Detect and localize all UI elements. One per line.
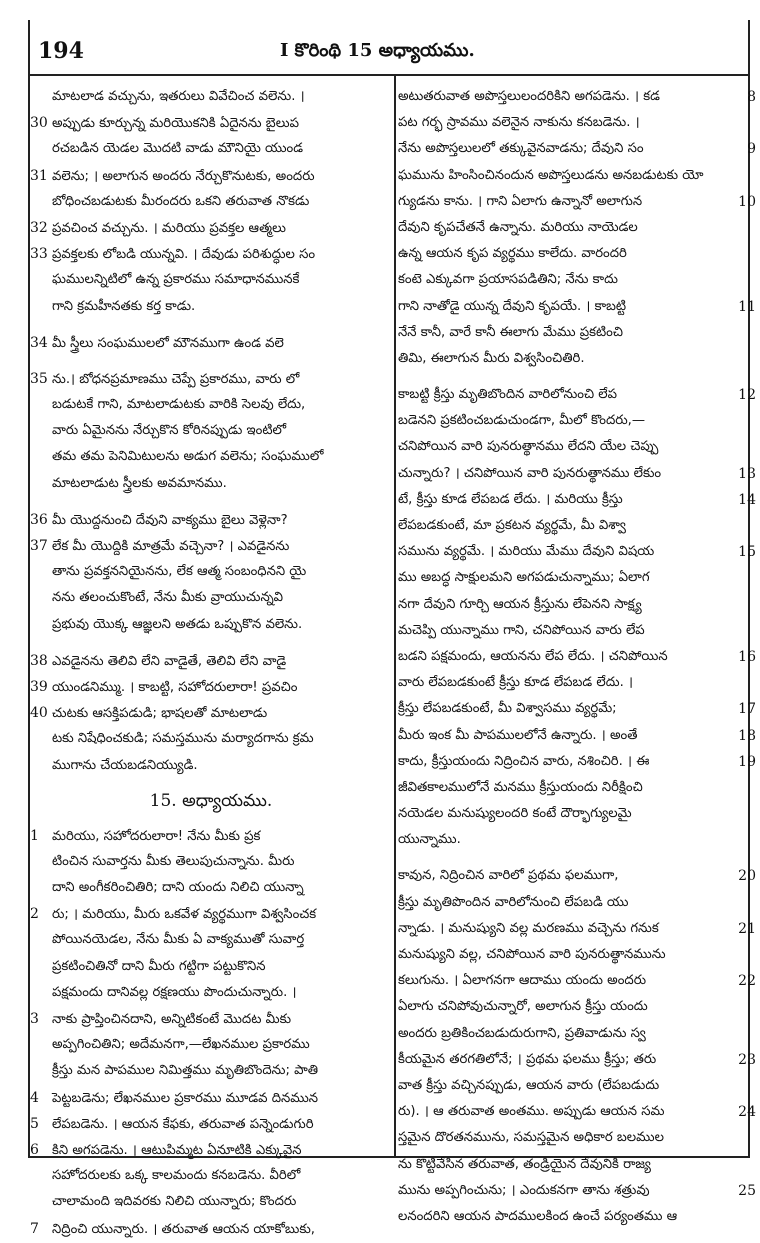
line-text: మచెప్పి యున్నాము గాని, చనిపోయిన వారు లేప xyxy=(398,622,645,638)
text-line xyxy=(398,565,748,591)
text-line xyxy=(398,513,748,539)
line-text: సహోదరులకు ఒక్క కాలమందు కనబడెను. వీరిలో xyxy=(52,1168,301,1184)
verse-number: 7 xyxy=(30,1220,39,1237)
line-text: ఘమును హింసించినందున అపొస్తలుడను అనబడుటకు యో xyxy=(398,167,704,183)
verse-number: 21 xyxy=(738,920,756,937)
text-line xyxy=(30,392,392,418)
text-line xyxy=(398,670,748,696)
text-line xyxy=(398,320,748,346)
line-text: పోయినయెడల, నేను మీకు ఏ వాక్యముతో సువార్త xyxy=(52,932,305,948)
text-line xyxy=(30,901,392,927)
text-line xyxy=(398,618,748,644)
line-text: చాలామంది ఇదివరకు నిలిచి యున్నారు; కొందరు xyxy=(52,1194,297,1210)
left-column xyxy=(30,84,392,1242)
line-text: కంటె ఎక్కువగా ప్రయాసపడితిని; నేను కాదు xyxy=(398,272,618,288)
verse-number: 31 xyxy=(30,167,48,184)
text-line xyxy=(398,84,756,110)
text-line xyxy=(398,1099,756,1125)
line-text: ము అబద్ధ సాక్షులమని అగపడుచున్నాము; ఏలాగ xyxy=(398,570,650,586)
verse-number: 8 xyxy=(747,89,756,105)
verse-number: 17 xyxy=(738,701,756,718)
paragraph-gap xyxy=(30,497,392,507)
line-text: మరియు, సహోదరులారా! నేను మీకు ప్రక xyxy=(52,828,261,844)
line-text: అప్పుడు కూర్చున్న మరియొకనికి ఏదైనను బైలుప xyxy=(52,116,299,132)
line-text: నేను అపొస్తలులలో తక్కువైనవాడను; దేవుని సం xyxy=(398,141,644,157)
paragraph-gap xyxy=(30,320,392,330)
verse-number: 6 xyxy=(30,1141,39,1158)
line-text: దేవుని కృపచేతనే ఉన్నాను. మరియు నాయెడల xyxy=(398,219,638,235)
text-line xyxy=(30,418,392,444)
text-line xyxy=(30,163,392,189)
text-line xyxy=(398,749,756,775)
text-line xyxy=(398,346,748,372)
text-line xyxy=(398,592,748,618)
text-line xyxy=(398,1047,756,1073)
text-line xyxy=(398,723,756,749)
verse-number: 1 xyxy=(30,827,39,844)
verse-number: 19 xyxy=(738,753,756,770)
verse-number: 22 xyxy=(738,973,756,990)
text-line xyxy=(30,189,392,215)
line-text: వారు లేపబడకుంటే క్రీస్తు కూడ లేపబడ లేదు. । xyxy=(398,675,633,691)
text-line xyxy=(30,559,392,585)
line-text: వలెను; । అలాగున అందరు నేర్చుకొనుటకు, అందరు xyxy=(52,168,315,184)
line-text: పక్షమందు దానివల్ల రక్షణయు పొందుచున్నారు. । xyxy=(52,984,297,1000)
line-text: లేపబడెను. । ఆయన కేఫకు, తరువాత పన్నెండుగురి xyxy=(52,1116,314,1132)
line-text: గాని క్రమహీనతకు కర్త కాడు. xyxy=(52,298,196,314)
text-line xyxy=(398,267,748,293)
verse-number: 30 xyxy=(30,115,48,132)
text-line xyxy=(398,189,756,215)
line-text: చున్నారు? । చనిపోయిన వారి పునరుత్థానము లేకుం xyxy=(398,465,662,481)
line-text: నను తలంచుకొంటే, నేను మీకు వ్రాయుచున్నవి xyxy=(52,590,284,606)
line-text: కాబట్టి క్రీస్తు మృతిబొందిన వారిలోనుంచి లేప xyxy=(398,387,617,403)
line-text: బడెనని ప్రకటించబడుచుండగా, మీలో కొందరు,— xyxy=(398,413,646,429)
verse-number: 14 xyxy=(738,491,756,508)
line-text: ముగాను చేయబడనియ్యుడి. xyxy=(52,757,198,773)
line-text: చనిపోయిన వారి పునరుత్థానము లేదని యేల చెప్పు xyxy=(398,439,659,455)
line-text: యుండనిమ్ము. । కాబట్టి, సహోదరులారా! ప్రవచిం xyxy=(52,679,298,695)
line-text: కావున, నిద్రించిన వారిలో ప్రథమ ఫలముగా, xyxy=(398,868,619,884)
text-line xyxy=(398,434,748,460)
line-text: ప్రవచించ వచ్చును. । మరియు ప్రవక్తల ఆత్మలు xyxy=(52,220,286,236)
line-text: కలుగును. । ఏలాగనగా ఆదాము యందు అందరు xyxy=(398,973,647,989)
verse-number: 16 xyxy=(738,648,756,665)
text-line xyxy=(398,1178,756,1204)
line-text: తమ తమ పెనిమిటులను అడుగ వలెను; సంఘములో xyxy=(52,449,324,465)
column-divider xyxy=(394,76,396,1158)
text-line xyxy=(30,1085,392,1111)
verse-number: 38 xyxy=(30,652,48,669)
text-line xyxy=(30,241,392,267)
line-text: నయెడల మనుష్యులందరి కంటే దౌర్భాగ్యులమై xyxy=(398,806,632,822)
verse-number: 25 xyxy=(738,1182,756,1199)
line-text: టించిన సువార్తను మీకు తెలుపుచున్నాను. మీరు xyxy=(52,853,295,869)
verse-number: 24 xyxy=(738,1104,756,1121)
text-line xyxy=(398,294,756,320)
verse-number: 23 xyxy=(738,1051,756,1068)
line-text: క్రీస్తు మన పాపముల నిమిత్తము మృతిబొందెను; పాతి xyxy=(52,1063,319,1079)
line-text: రు). । ఆ తరువాత అంతము. అప్పుడు ఆయన సమ xyxy=(398,1104,665,1120)
text-line xyxy=(30,533,392,559)
text-line xyxy=(30,471,392,497)
line-text: ప్రకటించితినో దాని మీరు గట్టిగా పట్టుకొనిన xyxy=(52,958,266,974)
text-line xyxy=(30,954,392,980)
verse-number: 12 xyxy=(738,387,756,404)
text-line xyxy=(30,84,392,110)
line-text: నిద్రించి యున్నారు. । తరువాత ఆయన యాకోబుకు, xyxy=(52,1221,315,1237)
text-line xyxy=(30,267,392,293)
verse-number: 4 xyxy=(30,1089,39,1106)
text-line xyxy=(398,241,748,267)
line-text: ను కొట్టివేసిన తరువాత, తండ్రియైన దేవునికి రాజ్య xyxy=(398,1156,651,1172)
line-text: తిమి, ఈలాగున మీరు విశ్వసించితిరి. xyxy=(398,350,585,366)
text-line xyxy=(30,648,392,674)
running-title: I కొరింథి 15 అధ్యాయము. xyxy=(280,40,475,61)
paragraph-gap xyxy=(30,638,392,648)
line-text: పెట్టబడెను; లేఖనముల ప్రకారము మూడవ దినమున xyxy=(52,1090,319,1106)
line-text: బడుటకే గాని, మాటలాడుటకు వారికి సెలవు లేదు, xyxy=(52,397,306,413)
text-line xyxy=(398,408,748,434)
verse-number: 40 xyxy=(30,705,48,722)
text-line xyxy=(398,801,748,827)
line-text: బోధించబడుటకు మీరందరు ఒకని తరువాత నొకడు xyxy=(52,193,310,209)
line-text: క్రీస్తు మృతిపొందిన వారిలోనుంచి లేపబడి యు xyxy=(398,894,629,910)
verse-number: 35 xyxy=(30,370,48,387)
right-column xyxy=(398,84,756,1230)
line-text: గ్యుడను కాను. । గాని ఏలాగు ఉన్నానో అలాగున xyxy=(398,193,643,209)
line-text: లనందరిని ఆయన పాదములకింద ఉంచే పర్యంతము ఆ xyxy=(398,1208,678,1224)
verse-number: 36 xyxy=(30,511,48,528)
text-line xyxy=(30,1189,392,1215)
text-line xyxy=(30,927,392,953)
verse-number: 11 xyxy=(738,298,756,315)
line-text: ఘములన్నిటిలో ఉన్న ప్రకారము సమాధానమునకే xyxy=(52,272,300,288)
verse-number: 9 xyxy=(747,141,756,158)
text-line xyxy=(398,1204,748,1230)
text-line xyxy=(30,1058,392,1084)
line-text: మాటలాడుట స్త్రీలకు అవమానము. xyxy=(52,475,227,491)
text-line xyxy=(398,968,756,994)
line-text: దాని అంగీకరించితిరి; దాని యందు నిలిచి యున్నా xyxy=(52,880,304,896)
line-text: మనుష్యుని వల్ల, చనిపోయిన వారి పునరుత్థానమును xyxy=(398,947,666,962)
top-rule xyxy=(28,74,750,76)
text-line xyxy=(30,849,392,875)
text-line xyxy=(398,163,748,189)
text-line xyxy=(398,644,756,670)
text-line xyxy=(398,863,756,889)
verse-number: 2 xyxy=(30,906,39,923)
line-text: బడని పక్షమందు, ఆయనను లేప లేదు. । చనిపోయిన xyxy=(398,648,668,664)
text-line xyxy=(30,753,392,779)
text-line xyxy=(30,875,392,901)
verse-number: 13 xyxy=(738,465,756,482)
line-text: గాని నాతోడై యున్న దేవుని కృపయే. । కాబట్టి xyxy=(398,298,627,314)
line-text: నేనే కానీ, వారే కానీ ఈలాగు మేము ప్రకటించి xyxy=(398,324,623,340)
text-line xyxy=(30,700,392,726)
text-line xyxy=(398,461,756,487)
text-line xyxy=(398,696,756,722)
verse-number: 32 xyxy=(30,219,48,236)
paragraph-gap xyxy=(30,356,392,366)
line-text: జీవితకాలములోనే మనము క్రీస్తుయందు నిరీక్షించి xyxy=(398,779,643,795)
text-line xyxy=(398,1021,748,1047)
text-line xyxy=(398,890,748,916)
text-line xyxy=(398,994,748,1020)
text-line xyxy=(30,1163,392,1189)
text-line xyxy=(30,585,392,611)
text-line xyxy=(398,382,756,408)
line-text: ఎవడైనను తెలివి లేని వాడైతే, తెలివి లేని వాడై xyxy=(52,653,287,669)
verse-number: 5 xyxy=(30,1115,39,1132)
text-line xyxy=(398,487,756,513)
line-text: ను.। బోధనప్రమాణము చెప్పే ప్రకారము, వారు లో xyxy=(52,371,300,387)
line-text: మును అప్పగించును; । ఎందుకనగా తాను శత్రువు xyxy=(398,1182,650,1198)
line-text: రచబడిన యెడల మొదటి వాడు మౌనియై యుండ xyxy=(52,141,303,157)
text-line xyxy=(30,1111,392,1137)
text-line xyxy=(30,444,392,470)
line-text: అప్పగించితిని; అదేమనగా,—లేఖనముల ప్రకారము xyxy=(52,1037,310,1053)
text-line xyxy=(398,916,756,942)
text-line xyxy=(398,110,748,136)
line-text: ప్రభువు యొక్క ఆజ్ఞలని అతడు ఒప్పుకొన వలెను. xyxy=(52,616,303,632)
text-line xyxy=(30,294,392,320)
line-text: సమును వ్యర్థమే. । మరియు మేము దేవుని విషయ xyxy=(398,544,655,560)
line-text: చుటకు ఆసక్తిపడుడి; భాషలతో మాటలాడు xyxy=(52,706,268,722)
text-line xyxy=(398,1073,748,1099)
line-text: అందరు బ్రతికించబడుదురుగాని, ప్రతివాడును స్వ xyxy=(398,1025,646,1041)
line-text: ఏలాగు చనిపోవుచున్నారో, అలాగున క్రీస్తు యందు xyxy=(398,999,648,1015)
line-text: వారు ఏమైనను నేర్చుకొన కోరినప్పుడు ఇంటిలో xyxy=(52,423,287,439)
text-line xyxy=(30,507,392,533)
text-line xyxy=(398,942,748,968)
line-text: లేపబడకుంటే, మా ప్రకటన వ్యర్థమే, మీ విశ్వా xyxy=(398,518,626,533)
line-text: నగా దేవుని గూర్చి ఆయన క్రీస్తును లేపెనని సాక్ష్య xyxy=(398,596,642,612)
line-text: మాటలాడ వచ్చును, ఇతరులు వివేచించ వలెను. । xyxy=(52,89,305,104)
line-text: కిని అగపడెను. । ఆటుపిమ్మట ఏనూటికి ఎక్కువైన xyxy=(52,1142,302,1158)
line-text: న్నాడు. । మనుష్యుని వల్ల మరణము వచ్చెను గనుక xyxy=(398,920,659,936)
line-text: రు; । మరియు, మీరు ఒకవేళ వ్యర్థముగా విశ్వసించక xyxy=(52,907,317,923)
text-line xyxy=(398,215,748,241)
text-line xyxy=(398,775,748,801)
text-line xyxy=(30,1137,392,1163)
verse-number: 15 xyxy=(738,544,756,561)
verse-number: 20 xyxy=(738,868,756,885)
line-text: లేక మీ యొద్దికి మాత్రమే వచ్చెనా? । ఎవడైనను xyxy=(52,539,290,554)
text-line xyxy=(30,1032,392,1058)
verse-number: 37 xyxy=(30,538,48,554)
line-text: తాను ప్రవక్తననియైనను, లేక ఆత్మ సంబంధినని యై xyxy=(52,564,307,580)
line-text: మీరు ఇంక మీ పాపములలోనే ఉన్నారు. । అంతే xyxy=(398,727,638,743)
verse-number: 18 xyxy=(738,727,756,744)
text-line xyxy=(30,1216,392,1242)
text-line xyxy=(30,726,392,752)
text-line xyxy=(30,366,392,392)
text-line xyxy=(398,136,756,162)
text-line xyxy=(30,674,392,700)
line-text: అటుతరువాత అపొస్తలులందరికిని అగపడెను. । కడ xyxy=(398,89,660,104)
paragraph-gap xyxy=(398,372,748,382)
line-text: కీయమైన తరగతిలోనే; । ప్రథమ ఫలము క్రీస్తు; తరు xyxy=(398,1051,657,1067)
text-line xyxy=(398,827,748,853)
verse-number: 34 xyxy=(30,334,48,351)
text-line xyxy=(398,539,756,565)
verse-number: 39 xyxy=(30,678,48,695)
text-line xyxy=(398,1125,748,1151)
line-text: పట గర్భ స్రావము వలెనైన నాకును కనబడెను. । xyxy=(398,115,640,131)
line-text: టకు నిషేధించకుడి; సమస్తమును మర్యాదగాను క్రమ xyxy=(52,731,314,747)
line-text: మీ యొద్దనుంచి దేవుని వాక్యము బైలు వెళ్లెనా? xyxy=(52,512,288,528)
text-line xyxy=(30,823,392,849)
line-text: క్రీస్తు లేపబడకుంటే, మీ విశ్వాసము వ్యర్థమే; xyxy=(398,701,617,717)
text-line xyxy=(30,110,392,136)
line-text: మీ స్త్రీలు సంఘములలో మౌనముగా ఉండ వలె xyxy=(52,335,284,351)
line-text: ఉన్న ఆయన కృప వ్యర్థము కాలేదు. వారందరి xyxy=(398,246,627,262)
page-number: 194 xyxy=(38,38,84,64)
text-line xyxy=(30,330,392,356)
verse-number: 10 xyxy=(738,193,756,210)
paragraph-gap xyxy=(398,853,748,863)
line-text: స్తమైన దొరతనమును, సమస్తమైన అధికార బలముల xyxy=(398,1130,664,1146)
line-text: వాత క్రీస్తు వచ్చినప్పుడు, ఆయన వారు (లేపబడుదు xyxy=(398,1077,660,1093)
text-line xyxy=(30,215,392,241)
line-text: ప్రవక్తలకు లోబడి యున్నవి. । దేవుడు పరిశుద్ధుల సం xyxy=(52,247,316,263)
text-line xyxy=(30,612,392,638)
line-text: టే, క్రీస్తు కూడ లేపబడ లేదు. । మరియు క్రీస్తు xyxy=(398,491,623,507)
line-text: కాదు, క్రీస్తుయందు నిద్రించిన వారు, నశించిరి. । ఈ xyxy=(398,753,650,769)
verse-number: 33 xyxy=(30,246,48,263)
verse-number: 3 xyxy=(30,1011,39,1027)
text-line xyxy=(30,136,392,162)
text-line xyxy=(30,1006,392,1032)
chapter-heading: 15. అధ్యాయము. xyxy=(149,790,273,811)
line-text: యున్నాము. xyxy=(398,832,461,848)
line-text: నాకు ప్రాప్తించినదాని, అన్నిటికంటే మొదట మీకు xyxy=(52,1012,292,1027)
text-line xyxy=(30,980,392,1006)
